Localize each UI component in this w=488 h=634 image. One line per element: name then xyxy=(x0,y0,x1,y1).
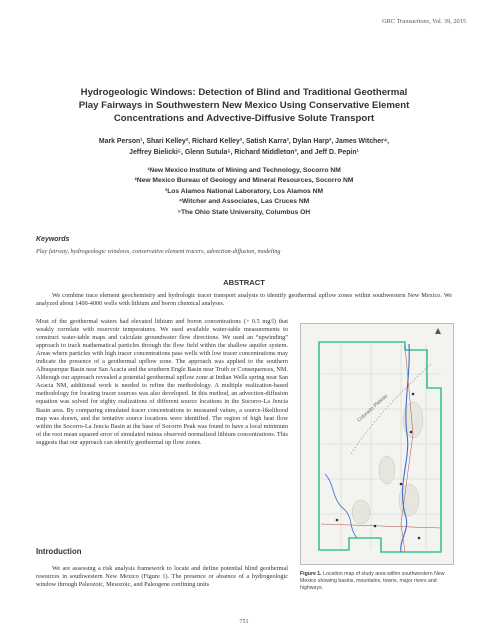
affiliation: ³Los Alamos National Laboratory, Los Alamos NM xyxy=(164,187,324,195)
page-number: 751 xyxy=(239,618,249,625)
affiliation: ⁴Witcher and Associates, Las Cruces NM xyxy=(178,198,310,206)
study-area-map xyxy=(300,323,454,565)
map-label-colorado-plateau: Colorado Plateau xyxy=(356,393,390,424)
author-list: Mark Person¹, Shari Kelley², Richard Kelley³, Satish Karra³, Dylan Harp³, James Witcher⁴, Jeffrey Bielicki⁵, Glenn Sutula⁵, Richard Middleton³, and Jeff D. Pepin¹ xyxy=(98,138,390,156)
affiliation: ¹New Mexico Institute of Mining and Technology, Socorro NM xyxy=(147,167,341,174)
keywords-text: Play fairway, hydrogeologic windows, conservative element tracers, advection-diffusion, modeling xyxy=(36,248,281,255)
running-head: GRC Transactions, Vol. 39, 2015 xyxy=(382,18,466,25)
affiliations xyxy=(40,166,448,218)
abstract-column-text: Most of the geothermal waters had elevated lithium and boron concentrations (> 0.5 mg/l) that weakly correlate with reservoir temperatures. We used available water-table measurements to construct water-table maps and calculate groundwater flow directions. We used an “upwinding” approach to track mathematical particles through the flow field within the shallow aquifer system. Areas where particles with high tracer concentrations pass wells with low tracer concentrations may indicate the presence of a geothermal upflow zone. The approach was applied to the southern Albuquerque Basin near San Acacia and the southern Engle Basin near Truth or Consequences, NM. Although our approach revealed a potential geothermal upflow zone at Indian Wells spring near San Acacia NM, additional work is needed to refine the methodology. A multiple realization-based methodology for locating tracer sources was also developed. In this method, an advection-diffusion equation was solved for eighty realizations of different source locations in the Socorro-La Jencia Basin area. By comparing simulated tracer concentrations to measured values, a source-likelihood map was drawn, and the tentative source locations were identified. The region of high heat flow within the Socorro-La Jencia Basin at the base of Socorro Peak was found to have a local minimum of the root mean squared error of simulated minus observed normalized lithium concentrations. This suggests that our approach can identify geothermal up flow zones. xyxy=(36,318,288,446)
keywords-heading: Keywords xyxy=(36,236,70,243)
abstract-full-width-text: We combine trace element geochemistry and hydrologic tracer transport analysis to identify geothermal upflow zones within southwestern New Mexico. We analyzed about 1400-4000 wells with lithium and boron chemical analyses. xyxy=(36,292,452,308)
paper-title: Hydrogeologic Windows: Detection of Blind and Traditional Geothermal Play Fairways in Southwestern New Mexico Using Conservative Element Concentrations and Advective-Diffusive Solute Transport xyxy=(78,87,410,124)
introduction-text: We are assessing a risk analysis framework to locate and define potential blind geothermal resources in southwestern New Mexico (Figure 1). The presence or absence of a hydrogeologic window through Paleozoic, Mesozoic, and Paleogene confining units xyxy=(36,565,288,589)
figure-caption: Figure 1. Location map of study area within southwestern New Mexico showing basins, mountains, towns, major rivers and highways. xyxy=(300,571,445,592)
map-graphic xyxy=(301,324,453,564)
abstract-heading: ABSTRACT xyxy=(223,278,265,287)
introduction-heading: Introduction xyxy=(36,547,82,556)
affiliation: ²New Mexico Bureau of Geology and Mineral Resources, Socorro NM xyxy=(134,177,354,185)
affiliation: ⁵The Ohio State University, Columbus OH xyxy=(177,208,311,216)
